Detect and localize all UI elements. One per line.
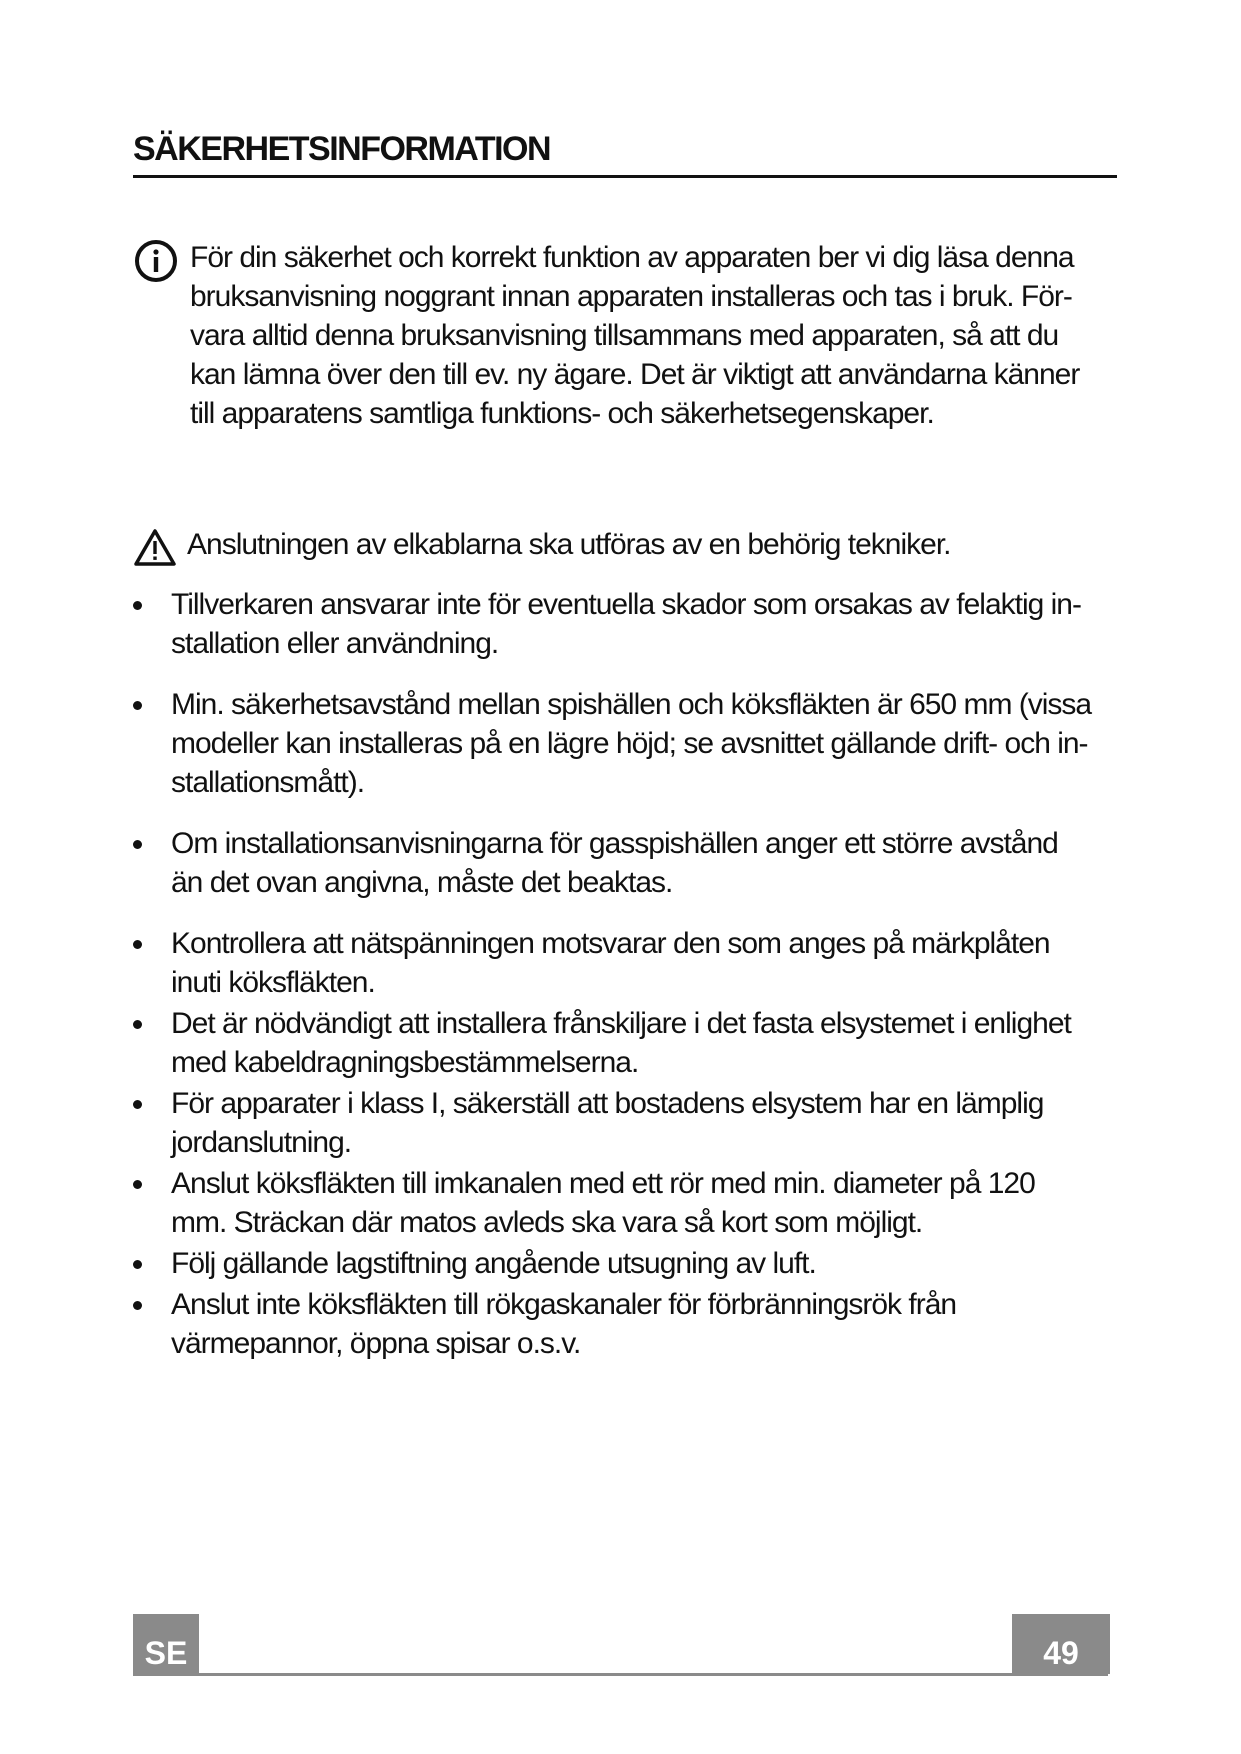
- safety-list: [133, 585, 1093, 1363]
- page-number: 49: [1012, 1614, 1110, 1674]
- list-item: För apparater i klass I, säkerställ att bostadens elsystem har en lämplig jordanslutning.: [133, 1084, 1093, 1162]
- bullet-icon: [133, 1244, 143, 1283]
- list-item: Anslut köksfläkten till imkanalen med ett rör med min. diameter på 120 mm. Sträckan där matos avleds ska vara så kort som möjligt.: [133, 1164, 1093, 1242]
- bullet-icon: [133, 824, 143, 863]
- bullet-icon: [133, 1084, 143, 1123]
- list-item: Följ gällande lagstiftning angående utsugning av luft.: [133, 1244, 1093, 1283]
- bullet-icon: [133, 685, 143, 724]
- footer-divider: [133, 1673, 1108, 1676]
- language-badge: SE: [133, 1614, 199, 1674]
- list-item: Om installationsanvisningarna för gasspishällen anger ett större avstånd än det ovan angivna, måste det beaktas.: [133, 824, 1093, 902]
- list-item: Kontrollera att nätspänningen motsvarar den som anges på märkplåten inuti köksfläkten.: [133, 924, 1093, 1002]
- info-icon: [133, 238, 179, 284]
- bullet-icon: [133, 1285, 143, 1324]
- bullet-icon: [133, 924, 143, 963]
- list-item: Anslut inte köksfläkten till rökgaskanaler för förbränningsrök från värmepannor, öppna spisar o.s.v.: [133, 1285, 1093, 1363]
- bullet-icon: [133, 1004, 143, 1043]
- page-title: SÄKERHETSINFORMATION: [133, 130, 1117, 178]
- list-item: Det är nödvändigt att installera frånskiljare i det fasta elsystemet i enlighet med kabeldragningsbestämmelserna.: [133, 1004, 1093, 1082]
- list-item: Tillverkaren ansvarar inte för eventuella skador som orsakas av felaktig in-stallation eller användning.: [133, 585, 1093, 663]
- warning-triangle-icon: [133, 528, 177, 568]
- warning-text: Anslutningen av elkablarna ska utföras av en behörig tekniker.: [187, 528, 951, 561]
- list-item: Min. säkerhetsavstånd mellan spishällen och köksfläkten är 650 mm (vissa modeller kan installeras på en lägre höjd; se avsnittet gällande drift- och in-stallationsmått).: [133, 685, 1093, 802]
- info-text: För din säkerhet och korrekt funktion av apparaten ber vi dig läsa denna bruksanvisning noggrant innan apparaten installeras och tas i bruk. För-vara alltid denna bruksanvisning tillsammans med apparaten, så att du kan lämna över den till ev. ny ägare. Det är viktigt att användarna känner till apparatens samtliga funktions- och säkerhetsegenskaper.: [190, 241, 1080, 430]
- bullet-icon: [133, 1164, 143, 1203]
- bullet-icon: [133, 585, 143, 624]
